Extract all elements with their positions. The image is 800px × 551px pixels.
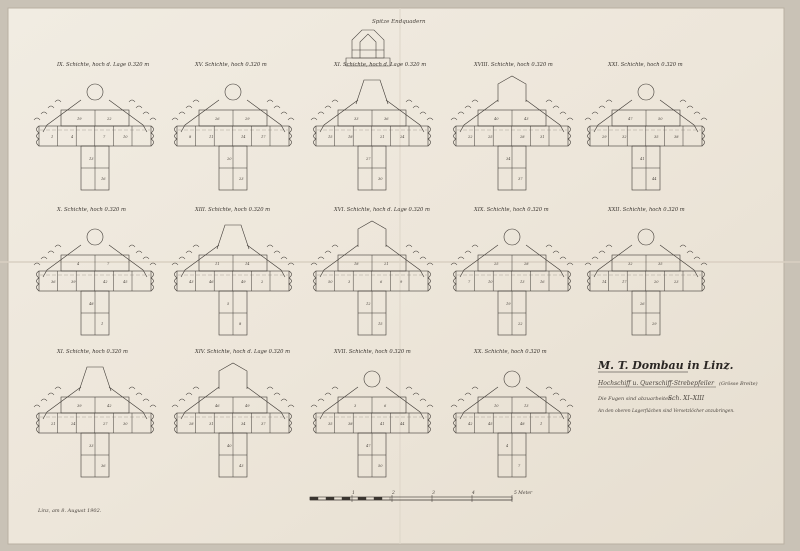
stone-number: 3 xyxy=(354,404,357,408)
stone-number: 31 xyxy=(209,422,214,426)
stone-number: 44 xyxy=(400,422,405,426)
stone-number: 43 xyxy=(524,117,529,121)
drawing-label: XX. Schichte, hoch 0.320 m xyxy=(474,349,547,355)
sheet-subtitle-note: (Grösse Breite) xyxy=(719,381,758,387)
stone-number: 19 xyxy=(77,117,82,121)
scale-tick-4: 4 xyxy=(472,491,475,496)
note-joints: Die Fugen sind abzuarbeiten. xyxy=(598,396,673,402)
stone-number: 35 xyxy=(328,422,333,426)
stone-number: 4 xyxy=(506,444,509,448)
stone-number: 27 xyxy=(366,157,371,161)
stone-number: 14 xyxy=(602,280,607,284)
stone-number: 28 xyxy=(524,262,529,266)
stone-number: 36 xyxy=(51,280,56,284)
drawing-label: XIX. Schichte, hoch 0.320 m xyxy=(474,207,549,213)
drawing-label: XVI. Schichte, hoch d. Lage 0.320 m xyxy=(334,207,430,213)
stone-number: 10 xyxy=(494,404,499,408)
stone-number: 6 xyxy=(380,280,383,284)
stone-number: 15 xyxy=(328,135,333,139)
stone-number: 20 xyxy=(227,157,232,161)
sheet-subtitle: Hochschiff u. Querschiff-Strebepfeiler xyxy=(598,380,715,387)
stone-number: 48 xyxy=(89,302,94,306)
stone-number: 36 xyxy=(384,117,389,121)
stone-number: 37 xyxy=(261,422,266,426)
stone-number: 11 xyxy=(209,135,214,139)
stone-number: 22 xyxy=(468,135,473,139)
stone-number: 13 xyxy=(89,157,94,161)
stone-number: 46 xyxy=(209,280,214,284)
drawing-label: XXII. Schichte, hoch 0.320 m xyxy=(608,207,685,213)
stone-number: 45 xyxy=(488,422,493,426)
stone-number: 41 xyxy=(380,422,385,426)
stone-number: 3 xyxy=(348,280,351,284)
stone-number: 48 xyxy=(520,422,525,426)
stone-number: 30 xyxy=(123,422,128,426)
drawing-label: IX. Schichte, hoch d. Lage 0.320 m xyxy=(57,62,150,68)
stone-number: 4 xyxy=(77,262,80,266)
drawing-label: XV. Schichte, hoch 0.320 m xyxy=(195,62,267,68)
stone-number: 25 xyxy=(488,135,493,139)
stone-number: 50 xyxy=(658,117,663,121)
stone-number: 28 xyxy=(520,135,525,139)
stone-number: 41 xyxy=(640,157,645,161)
stone-number: 42 xyxy=(107,404,112,408)
stone-number: 15 xyxy=(378,322,383,326)
drawing-label: XI. Schichte, hoch 0.320 m xyxy=(57,349,128,355)
stone-number: 23 xyxy=(239,177,244,181)
stone-number: 43 xyxy=(239,464,244,468)
stone-number: 7 xyxy=(103,135,106,139)
stone-number: 20 xyxy=(654,280,659,284)
stone-number: 1 xyxy=(51,135,54,139)
stone-number: 17 xyxy=(261,135,266,139)
stone-number: 44 xyxy=(652,177,657,181)
top-detail-label: Spitze Endquadern xyxy=(372,19,426,25)
signature-date: Linz, am 8. August 1902. xyxy=(38,508,102,514)
scale-tick-3: 3 xyxy=(432,491,435,496)
stone-number: 40 xyxy=(227,444,232,448)
stone-number: 16 xyxy=(101,177,106,181)
stone-number: 39 xyxy=(71,280,76,284)
stone-number: 14 xyxy=(241,135,246,139)
stone-number: 21 xyxy=(384,262,389,266)
stone-number: 17 xyxy=(622,280,627,284)
stone-number: 8 xyxy=(239,322,242,326)
stone-number: 47 xyxy=(628,117,633,121)
scale-label: 5 Meter xyxy=(514,491,533,496)
stone-number: 21 xyxy=(51,422,56,426)
stone-number: 6 xyxy=(384,404,387,408)
stone-number: 36 xyxy=(101,464,106,468)
stone-number: 14 xyxy=(245,262,250,266)
stone-number: 35 xyxy=(654,135,659,139)
sheet-range: Sch. XI–XIII xyxy=(668,395,705,402)
stone-number: 24 xyxy=(71,422,76,426)
stone-number: 29 xyxy=(602,135,607,139)
stone-number: 35 xyxy=(658,262,663,266)
stone-number: 42 xyxy=(468,422,473,426)
stone-number: 30 xyxy=(378,177,383,181)
stone-number: 1 xyxy=(101,322,104,326)
drawing-label: XVII. Schichte, hoch 0.320 m xyxy=(334,349,411,355)
stone-number: 28 xyxy=(189,422,194,426)
stone-number: 12 xyxy=(366,302,371,306)
stone-number: 50 xyxy=(328,280,333,284)
note-holes: An den oberen Lagerflächen sind Versetzlöcher anzubringen. xyxy=(598,409,735,414)
scale-tick-2: 2 xyxy=(392,491,395,496)
stone-number: 45 xyxy=(123,280,128,284)
stone-number: 49 xyxy=(245,404,250,408)
stone-number: 18 xyxy=(348,135,353,139)
sheet-title: M. T. Dombau in Linz. xyxy=(598,359,734,372)
stone-number: 43 xyxy=(189,280,194,284)
stone-number: 26 xyxy=(215,117,220,121)
stone-number: 26 xyxy=(640,302,645,306)
stone-number: 33 xyxy=(354,117,359,121)
stone-number: 16 xyxy=(540,280,545,284)
stone-number: 34 xyxy=(241,422,246,426)
stone-number: 5 xyxy=(227,302,230,306)
stone-number: 13 xyxy=(520,280,525,284)
stone-number: 31 xyxy=(540,135,545,139)
stone-number: 38 xyxy=(348,422,353,426)
stone-number: 42 xyxy=(103,280,108,284)
stone-number: 32 xyxy=(622,135,627,139)
stone-number: 21 xyxy=(380,135,385,139)
stone-number: 10 xyxy=(123,135,128,139)
stone-number: 19 xyxy=(506,302,511,306)
stone-number: 7 xyxy=(518,464,521,468)
stone-number: 13 xyxy=(524,404,529,408)
scale-tick-1: 1 xyxy=(352,491,355,496)
stone-number: 32 xyxy=(628,262,633,266)
stone-number: 46 xyxy=(215,404,220,408)
paper xyxy=(8,8,784,544)
drawing-label: XIV. Schichte, hoch d. Lage 0.320 m xyxy=(195,349,291,355)
stone-number: 25 xyxy=(494,262,499,266)
stone-number: 11 xyxy=(215,262,220,266)
stone-number: 50 xyxy=(378,464,383,468)
stone-number: 8 xyxy=(189,135,192,139)
stone-number: 23 xyxy=(674,280,679,284)
stone-number: 24 xyxy=(400,135,405,139)
drawing-label: XXI. Schichte, hoch 0.320 m xyxy=(608,62,683,68)
stone-number: 22 xyxy=(107,117,112,121)
stone-number: 7 xyxy=(107,262,110,266)
stone-number: 18 xyxy=(354,262,359,266)
stone-number: 2 xyxy=(261,280,264,284)
stone-number: 27 xyxy=(103,422,108,426)
stone-number: 22 xyxy=(518,322,523,326)
stone-number: 49 xyxy=(241,280,246,284)
stone-number: 29 xyxy=(652,322,657,326)
stone-number: 29 xyxy=(245,117,250,121)
drawing-label: XIII. Schichte, hoch 0.320 m xyxy=(195,207,271,213)
stone-number: 40 xyxy=(494,117,499,121)
stone-number: 33 xyxy=(89,444,94,448)
drawing-label: X. Schichte, hoch 0.320 m xyxy=(57,207,126,213)
stone-number: 9 xyxy=(400,280,403,284)
drawing-label: XVIII. Schichte, hoch 0.320 m xyxy=(474,62,553,68)
stone-number: 7 xyxy=(468,280,471,284)
stone-number: 47 xyxy=(366,444,371,448)
stone-number: 37 xyxy=(518,177,523,181)
stone-number: 38 xyxy=(674,135,679,139)
stone-number: 1 xyxy=(540,422,543,426)
stone-number: 39 xyxy=(77,404,82,408)
stone-number: 4 xyxy=(71,135,74,139)
stone-number: 10 xyxy=(488,280,493,284)
drawing-label: XI. Schichte, hoch d. Lage 0.320 m xyxy=(334,62,427,68)
stone-number: 34 xyxy=(506,157,511,161)
